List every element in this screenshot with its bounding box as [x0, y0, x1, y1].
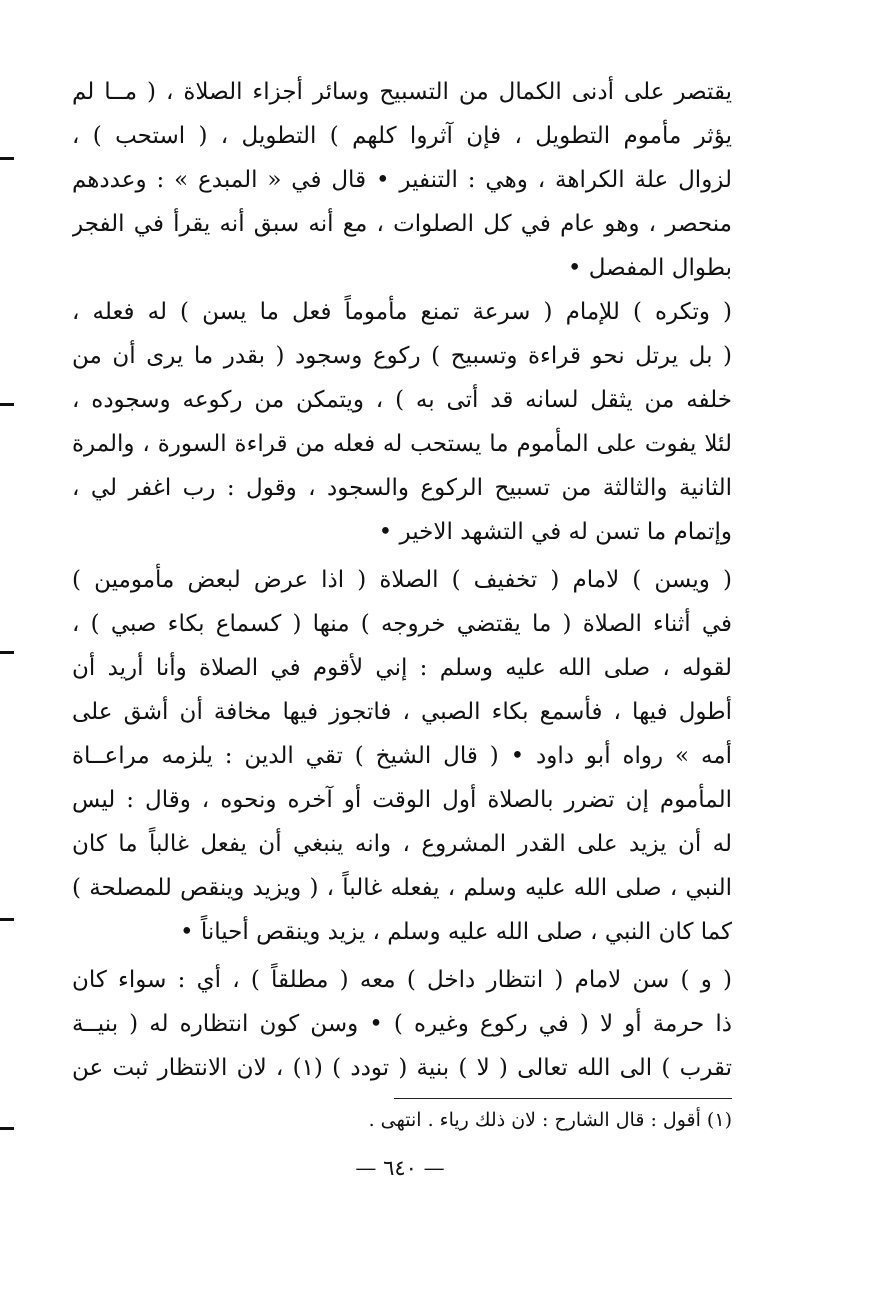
text-line: النبي ، صلى الله عليه وسلم ، يفعله غالباً ، ( ويزيد وينقص للمصلحة ) [72, 875, 732, 901]
text-line: المأموم إن تضرر بالصلاة أول الوقت أو آخره ونحوه ، وقال : ليس [72, 787, 732, 813]
text-line: أطول فيها ، فأسمع بكاء الصبي ، فاتجوز فيها مخافة أن أشق على [72, 699, 732, 725]
text-line: كما كان النبي ، صلى الله عليه وسلم ، يزيد وينقص أحياناً • [179, 919, 732, 945]
footnote: (١) أقول : قال الشارح : لان ذلك رياء . انتهى . [368, 1109, 732, 1131]
text-line: ( ويسن ) لامام ( تخفيف ) الصلاة ( اذا عرض لبعض مأمومين ) [72, 567, 732, 593]
paragraph-1 [72, 70, 732, 290]
text-line: أمه » رواه أبو داود • ( قال الشيخ ) تقي الدين : يلزمه مراعــاة [72, 743, 732, 769]
text-line: بطوال المفصل • [567, 255, 732, 281]
text-line: ذا حرمة أو لا ( في ركوع وغيره ) • وسن كون انتظاره له ( بنيــة [72, 1011, 732, 1037]
text-line: ( وتكره ) للإمام ( سرعة تمنع مأموماً فعل ما يسن ) له فعله ، [72, 299, 732, 325]
margin-tick [0, 1127, 14, 1130]
text-line: ( و ) سن لامام ( انتظار داخل ) معه ( مطلقاً ) ، أي : سواء كان [72, 967, 732, 993]
text-line: خلفه من يثقل لسانه قد أتى به ) ، ويتمكن من ركوعه وسجوده ، [72, 387, 732, 413]
margin-tick [0, 651, 14, 654]
text-line: يقتصر على أدنى الكمال من التسبيح وسائر أجزاء الصلاة ، ( مــا لم [72, 79, 732, 105]
text-line: يؤثر مأموم التطويل ، فإن آثروا كلهم ) التطويل ، ( استحب ) ، [72, 123, 732, 149]
text-line: لقوله ، صلى الله عليه وسلم : إني لأقوم في الصلاة وأنا أريد أن [72, 655, 732, 681]
paragraph-4 [72, 958, 732, 1090]
text-line: الثانية والثالثة من تسبيح الركوع والسجود ، وقول : رب اغفر لي ، [72, 475, 732, 501]
text-line: ( بل يرتل نحو قراءة وتسبيح ) ركوع وسجود ( بقدر ما يرى أن من [72, 343, 732, 369]
text-line: لزوال علة الكراهة ، وهي : التنفير • قال في « المبدع » : وعددهم [72, 167, 732, 193]
text-line: لئلا يفوت على المأموم ما يستحب له فعله من قراءة السورة ، والمرة [72, 431, 732, 457]
page-number: — ٦٤٠ — [355, 1156, 445, 1180]
footnote-divider [394, 1098, 732, 1099]
paragraph-2 [72, 290, 732, 554]
text-line: منحصر ، وهو عام في كل الصلوات ، مع أنه سبق أنه يقرأ في الفجر [72, 211, 732, 237]
paragraph-3 [72, 558, 732, 954]
margin-tick [0, 918, 14, 921]
text-line: له أن يزيد على القدر المشروع ، وانه ينبغي أن يفعل غالباً ما كان [72, 831, 732, 857]
text-line: في أثناء الصلاة ( ما يقتضي خروجه ) منها ( كسماع بكاء صبي ) ، [72, 611, 732, 637]
text-line: تقرب ) الى الله تعالى ( لا ) بنية ( تودد ) (١) ، لان الانتظار ثبت عن [72, 1055, 732, 1081]
margin-tick [0, 403, 14, 406]
margin-tick [0, 157, 14, 160]
text-line: وإتمام ما تسن له في التشهد الاخير • [378, 519, 732, 545]
